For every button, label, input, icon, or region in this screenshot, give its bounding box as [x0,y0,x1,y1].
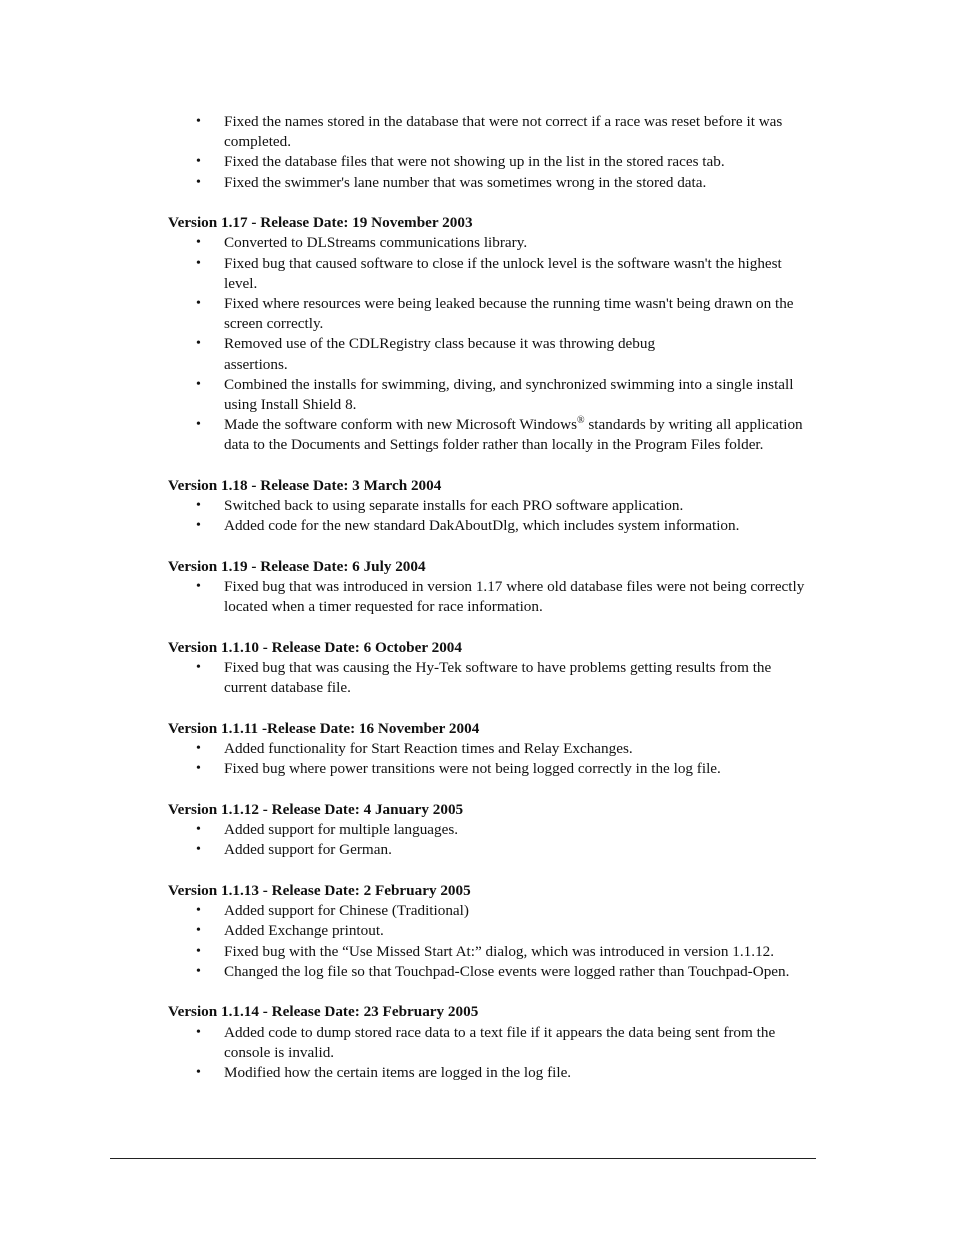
list-item: • Fixed the names stored in the database that were not correct if a race was reset before it was completed. [196,113,783,151]
version-1-1-14-list [168,1023,818,1084]
list-item: • Fixed where resources were being leaked because the running time wasn't being drawn on the screen correctly. [196,295,794,333]
list-item: • Added code to dump stored race data to a text file if it appears the data being sent from the console is invalid. [196,1023,776,1061]
list-item: • Added functionality for Start Reaction times and Relay Exchanges. [168,739,818,759]
bullet-icon: • [196,518,201,534]
bullet-icon: • [196,660,201,676]
bullet-icon: • [196,1065,201,1081]
bullet-icon: • [196,903,201,919]
version-1-1-10-list [168,658,818,698]
list-item: • Fixed bug that was introduced in version 1.17 where old database files were not being correctly located when a timer requested for race information. [196,578,805,616]
section-heading: Version 1.1.12 - Release Date: 4 January 2005 [168,801,464,819]
list-item: • Combined the installs for swimming, diving, and synchronized swimming into a single install using Install Shield 8. [196,375,794,414]
bullet-icon: • [196,842,201,858]
bullet-icon: • [196,296,201,312]
list-item: • Fixed bug that was causing the Hy-Tek software to have problems getting results from the current database file. [196,659,772,697]
bullet-icon: • [196,235,201,251]
section-heading: Version 1.1.10 - Release Date: 6 October 2004 [168,639,462,657]
version-1-1-13-section [168,881,818,982]
list-item: • Added Exchange printout. [168,921,818,941]
bullet-icon: • [196,417,201,433]
list-item: • Modified how the certain items are logged in the log file. [168,1063,818,1083]
bullet-icon: • [196,154,201,170]
bullet-icon: • [196,376,201,392]
version-1-1-12-section [168,800,818,861]
section-heading: Version 1.18 - Release Date: 3 March 2004 [168,477,442,495]
version-1-18-list [168,496,818,536]
version-1-1-12-list [168,820,818,860]
section-heading: Version 1.17 - Release Date: 19 November 2003 [168,214,473,232]
bullet-icon: • [196,579,201,595]
version-1-18-section [168,476,818,537]
version-1-1-11-section [168,719,818,780]
version-1-17-section [168,213,818,455]
list-item: • Removed use of the CDLRegistry class because it was throwing debug assertions. [196,335,656,373]
bullet-icon: • [196,923,201,939]
list-item: • Converted to DLStreams communications library. [168,233,818,253]
version-1-1-14-section [168,1002,818,1083]
list-item: • Added support for multiple languages. [168,820,818,840]
bullet-icon: • [196,498,201,514]
list-item: • Fixed bug that caused software to close if the unlock level is the software wasn't the highest level. [196,254,782,292]
list-item: • Fixed bug with the “Use Missed Start At:” dialog, which was introduced in version 1.1.12. [168,942,818,962]
version-1-19-section [168,557,818,618]
bullet-icon: • [196,822,201,838]
footer-divider [110,1158,816,1159]
list-item: • Switched back to using separate installs for each PRO software application. [168,496,818,516]
list-item: • Added code for the new standard DakAboutDlg, which includes system information. [168,516,818,536]
bullet-icon: • [196,741,201,757]
intro-list [168,112,818,193]
section-heading: Version 1.1.13 - Release Date: 2 February 2005 [168,882,471,900]
registered-mark: ® [576,415,585,427]
release-notes-body [168,112,818,1083]
version-1-19-list [168,577,818,617]
section-heading: Version 1.19 - Release Date: 6 July 2004 [168,558,426,576]
list-item: • Made the software conform with new Microsoft Windows® standards by writing all application data to the Documents and Settings folder rather than locally in the Program Files folder. [196,415,803,454]
list-item: • Added support for German. [168,840,818,860]
bullet-icon: • [196,255,201,271]
bullet-icon: • [196,943,201,959]
version-1-1-11-list [168,739,818,779]
bullet-icon: • [196,1024,201,1040]
bullet-icon: • [196,114,201,129]
bullet-icon: • [196,963,201,979]
version-1-1-10-section [168,638,818,699]
list-item: • Fixed bug where power transitions were not being logged correctly in the log file. [168,759,818,779]
bullet-icon: • [196,336,201,352]
list-item: • Changed the log file so that Touchpad-Close events were logged rather than Touchpad-Open. [168,962,818,982]
list-item: • Added support for Chinese (Traditional) [168,901,818,921]
version-1-1-13-list [168,901,818,982]
list-item: • Fixed the database files that were not showing up in the list in the stored races tab. [168,152,818,172]
list-item: • Fixed the swimmer's lane number that was sometimes wrong in the stored data. [168,173,818,193]
section-heading: Version 1.1.14 - Release Date: 23 February 2005 [168,1003,479,1021]
section-heading: Version 1.1.11 -Release Date: 16 November 2004 [168,720,480,738]
bullet-icon: • [196,174,201,190]
bullet-icon: • [196,761,201,777]
version-1-17-list [168,233,818,455]
